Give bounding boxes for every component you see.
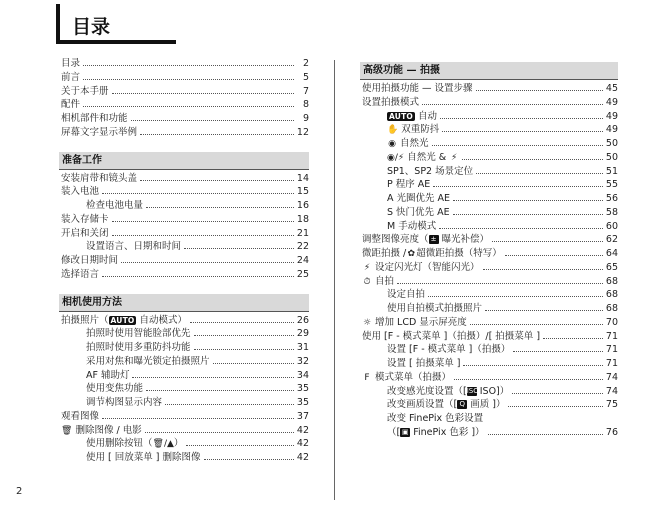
toc-entry-label: [61, 112, 128, 126]
toc-entry-label: [86, 396, 162, 410]
toc-entry-text: 拍摄照片（: [61, 314, 109, 326]
leader-dots: [102, 193, 294, 194]
toc-entry[interactable]: [59, 172, 309, 186]
leader-dots: [439, 228, 603, 229]
toc-entry-text: 设定自拍: [387, 289, 426, 301]
toc-entry[interactable]: [360, 82, 618, 96]
toc-entry-text: 使用变焦功能: [86, 383, 144, 395]
toc-entry-text: 自动: [418, 110, 438, 122]
auto-mode-icon: AUTO: [389, 111, 413, 121]
toc-entry-text-suffix: ）: [173, 438, 184, 450]
leader-dots: [508, 406, 602, 407]
toc-entry-text: 增加 LCD 显示屏亮度: [375, 316, 467, 328]
toc-entry-text: 改变感光度设置（[: [387, 385, 467, 397]
leader-dots: [428, 296, 603, 297]
leader-dots: [440, 118, 603, 119]
leader-dots: [83, 79, 294, 80]
toc-entry-label: [362, 330, 540, 344]
toc-entry-label: [362, 96, 419, 110]
toc-entry-text: SP1、SP2 场景定位: [387, 165, 474, 177]
toc-entry[interactable]: [59, 57, 309, 71]
leader-dots: [112, 93, 294, 94]
page-ref: 68: [605, 289, 618, 301]
toc-intro-list: [59, 57, 309, 140]
leader-dots: [140, 180, 294, 181]
dual-is-icon: ✋: [387, 125, 399, 136]
leader-dots: [476, 90, 603, 91]
page-ref: 49: [605, 96, 618, 108]
leader-dots: [432, 145, 603, 146]
leader-dots: [146, 207, 294, 208]
toc-entry-label: [387, 412, 483, 426]
leader-dots: [184, 248, 294, 249]
page-ref: 76: [605, 426, 618, 438]
toc-entry[interactable]: [59, 98, 309, 112]
auto-mode-icon: AUTO: [110, 315, 135, 325]
toc-entry-text: S 快门优先 AE: [387, 206, 450, 218]
toc-entry[interactable]: [360, 220, 618, 234]
page-ref: 71: [605, 344, 618, 356]
flash-icon: ⚡: [451, 152, 458, 163]
toc-entry[interactable]: [59, 451, 309, 465]
toc-entry[interactable]: [360, 371, 618, 385]
leader-dots: [112, 235, 294, 236]
toc-entry-text-suffix: ISO]）: [479, 385, 510, 397]
toc-entry-text: 设置 [ 拍摄菜单 ]: [387, 358, 461, 369]
toc-entry-label: [86, 355, 210, 369]
toc-entry-text: 删除图像 / 电影: [75, 424, 142, 436]
toc-entry[interactable]: [59, 213, 309, 227]
toc-entry[interactable]: [59, 369, 309, 383]
toc-entry[interactable]: [59, 199, 309, 213]
leader-dots: [485, 310, 603, 311]
leader-dots: [83, 106, 294, 107]
toc-entry[interactable]: [360, 316, 618, 330]
leader-dots: [190, 322, 294, 323]
toc-section: [360, 62, 618, 440]
page-ref: 12: [296, 126, 309, 138]
toc-entry-text-suffix: FinePix 色彩 ]）: [413, 426, 485, 438]
page-ref: 8: [302, 99, 309, 111]
toc-entry[interactable]: [59, 240, 309, 254]
toc-entry[interactable]: [360, 165, 618, 179]
page-ref: 37: [296, 410, 309, 422]
toc-entry-label: [387, 137, 429, 152]
toc-entry-text: 设置 [F - 模式菜单 ]（拍摄）: [387, 344, 511, 356]
toc-entry[interactable]: [360, 192, 618, 206]
toc-entry-label: [61, 254, 118, 268]
flash-icon: ⚡: [363, 262, 371, 273]
toc-entry-text-suffix: 曝光补偿）: [441, 234, 490, 246]
setting-icon: ISO: [466, 386, 479, 395]
leader-dots: [83, 65, 294, 66]
toc-entry-text: P 程序 AE: [387, 179, 431, 191]
page-ref: 32: [296, 355, 309, 367]
leader-dots: [512, 393, 603, 394]
toc-entry[interactable]: [59, 424, 309, 438]
toc-entry[interactable]: [360, 110, 618, 124]
toc-entry-label: [61, 213, 109, 227]
toc-entry[interactable]: [59, 437, 309, 451]
toc-entry-text: 改变 FinePix 色彩设置: [387, 413, 484, 424]
toc-entry[interactable]: [59, 410, 309, 424]
toc-entry-label: [362, 275, 394, 290]
toc-entry-text: 调节构图显示内容: [86, 397, 163, 408]
toc-entry-label: [61, 57, 80, 71]
page-ref: 62: [605, 234, 618, 246]
toc-entry[interactable]: [360, 275, 618, 289]
toc-entry-label: [61, 227, 109, 241]
page-ref: 35: [296, 383, 309, 395]
leader-dots: [397, 283, 603, 284]
exposure-comp-icon: ±: [429, 235, 439, 244]
page-ref: 64: [605, 248, 618, 259]
page-ref: 45: [605, 83, 618, 94]
toc-entry-label: [387, 178, 430, 192]
toc-entry-text: 自然光: [400, 138, 429, 149]
toc-entry-text: 装入存储卡: [61, 213, 109, 225]
toc-entry-text-suffix: 自动模式）: [139, 314, 188, 326]
toc-entry-text: 设置拍摄模式: [362, 96, 420, 108]
page-ref: 74: [605, 371, 618, 383]
leader-dots: [102, 418, 294, 419]
toc-entry-text: 拍照时使用多重防抖功能: [86, 342, 191, 353]
toc-entry-text: 配件: [61, 99, 81, 111]
leader-dots: [453, 200, 603, 201]
toc-entry-label: [86, 341, 191, 355]
toc-entry-text: 模式菜单（拍摄）: [375, 371, 452, 383]
toc-left-column: [59, 57, 309, 465]
brightness-icon: ☼: [362, 317, 372, 328]
toc-entry-text: M 手动模式: [387, 220, 437, 232]
page-ref: 65: [605, 261, 618, 273]
page-ref: 75: [605, 399, 618, 411]
toc-entry-label: [61, 85, 109, 99]
toc-entry-label: [61, 424, 142, 439]
toc-entry-text: 采用对焦和曝光锁定拍摄照片: [86, 355, 210, 367]
page-ref: 42: [296, 438, 309, 450]
page-ref: 68: [605, 303, 618, 314]
toc-entry-text: AF 辅助灯: [86, 369, 130, 381]
page-ref: 24: [296, 255, 309, 266]
leader-dots: [131, 120, 294, 121]
toc-entry-text: 拍照时使用智能脸部优先: [86, 328, 191, 340]
leader-dots: [121, 262, 294, 263]
toc-entry-label: [61, 185, 99, 199]
toc-entry-text: 自拍: [375, 275, 395, 287]
toc-entry-label: [61, 268, 99, 282]
toc-entry[interactable]: [360, 385, 618, 399]
leader-dots: [470, 324, 603, 325]
page-ref: 68: [605, 275, 618, 287]
leader-dots: [513, 351, 603, 352]
toc-entry-text: 使用自拍模式拍摄照片: [387, 303, 483, 314]
page-ref: 71: [605, 330, 618, 342]
section-header: 准备工作: [59, 152, 309, 170]
toc-entry-label: [61, 410, 99, 424]
page-ref: 21: [296, 227, 309, 239]
page-ref: 18: [296, 213, 309, 225]
toc-entry[interactable]: [59, 355, 309, 369]
page-ref: 50: [605, 151, 618, 163]
page-ref: 9: [302, 113, 309, 124]
section-header: 高级功能 — 拍摄: [360, 62, 618, 80]
toc-entry[interactable]: [360, 288, 618, 302]
toc-entry[interactable]: [360, 206, 618, 220]
toc-entry[interactable]: [360, 123, 618, 137]
toc-entry-text: 安装肩带和镜头盖: [61, 172, 138, 184]
toc-entry[interactable]: [360, 330, 618, 344]
toc-entry-label: [387, 357, 460, 371]
toc-entry-text: 选择语言: [61, 268, 100, 280]
toc-entry-label: [387, 302, 482, 316]
toc-entry-text: 目录: [61, 58, 81, 69]
leader-dots: [543, 338, 603, 339]
page-ref: 34: [296, 369, 309, 381]
leader-dots: [194, 349, 294, 350]
toc-entry-text: 使用删除按钮（: [86, 438, 153, 450]
page-ref: 70: [605, 316, 618, 328]
leader-dots: [488, 434, 603, 435]
leader-dots: [462, 159, 603, 160]
toc-entry-label: [86, 451, 201, 465]
page-ref: 7: [302, 85, 309, 97]
toc-entry-text: 双重防抖: [401, 124, 440, 136]
toc-entry[interactable]: [59, 382, 309, 396]
page-ref: 74: [605, 385, 618, 397]
toc-entry-label: [387, 385, 509, 399]
toc-section: [59, 152, 309, 282]
leader-dots: [132, 377, 293, 378]
toc-entry[interactable]: [360, 151, 618, 165]
leader-dots: [442, 131, 603, 132]
toc-entry[interactable]: [360, 96, 618, 110]
toc-entry-label: [362, 316, 467, 331]
page-ref: 71: [605, 358, 618, 369]
toc-entry-label: [86, 437, 183, 452]
toc-entry[interactable]: [360, 302, 618, 316]
toc-entry[interactable]: [360, 357, 618, 371]
toc-entry[interactable]: [360, 343, 618, 357]
toc-entry-label: [387, 206, 450, 220]
page-ref: 31: [296, 342, 309, 353]
toc-entry-label: [387, 151, 459, 166]
toc-entry[interactable]: [360, 137, 618, 151]
leader-dots: [102, 276, 294, 277]
toc-entry-text: 自然光 &: [407, 151, 450, 163]
page-ref: 49: [605, 124, 618, 136]
inline-icon: 🗑/▲: [152, 439, 174, 450]
leader-dots: [140, 134, 294, 135]
toc-entry-label: [362, 261, 480, 276]
toc-entry-text: 使用拍摄功能 — 设置步骤: [362, 83, 473, 94]
column-divider: [334, 60, 335, 500]
toc-entry-label: [387, 220, 436, 234]
page-ref: 50: [605, 138, 618, 149]
page-ref: 49: [605, 110, 618, 122]
toc-entry-text: 开启和关闭: [61, 227, 109, 239]
leader-dots: [505, 255, 603, 256]
toc-entry-label: [387, 123, 439, 138]
toc-entry-text: 装入电池: [61, 186, 100, 198]
toc-entry-label: [86, 199, 143, 213]
toc-entry-label: [362, 371, 451, 386]
toc-entry-label: [387, 288, 425, 302]
toc-entry-label: [362, 233, 489, 247]
page-ref: 2: [302, 58, 309, 69]
toc-entry-text: 使用 [F - 模式菜单 ]（拍摄）/[ 拍摄菜单 ]: [362, 330, 541, 342]
toc-entry-label: [86, 382, 143, 396]
leader-dots: [112, 221, 294, 222]
toc-entry-text: 修改日期时间: [61, 255, 119, 266]
toc-entry-label: [86, 369, 129, 383]
page-ref: 56: [605, 193, 618, 204]
toc-entry-text: 观看图像: [61, 410, 100, 422]
toc-entry[interactable]: [59, 185, 309, 199]
toc-section: [59, 294, 309, 465]
toc-entry-label: [387, 343, 510, 357]
toc-entry-text: （[: [387, 426, 401, 438]
leader-dots: [165, 404, 294, 405]
toc-entry-text-suffix: 超微距拍摄（特写）: [416, 248, 502, 259]
toc-entry[interactable]: [59, 327, 309, 341]
leader-dots: [422, 104, 603, 105]
macro-icon: ✿: [407, 249, 415, 259]
toc-entry[interactable]: [360, 398, 618, 412]
page-ref: 25: [296, 268, 309, 280]
toc-entry-label: [362, 82, 473, 96]
toc-entry-text: 改变画质设置（[: [387, 399, 458, 411]
toc-entry-label: [61, 314, 187, 328]
toc-entry-text: 前言: [61, 71, 81, 83]
toc-entry-text: 使用 [ 回放菜单 ] 删除图像: [86, 452, 201, 463]
leader-dots: [204, 459, 294, 460]
toc-right-column: [360, 62, 618, 440]
toc-entry-text: 关于本手册: [61, 85, 109, 97]
leader-dots: [186, 445, 293, 446]
toc-entry-label: [61, 98, 80, 112]
toc-entry[interactable]: [59, 71, 309, 85]
leader-dots: [454, 379, 603, 380]
toc-entry-text: 设定闪光灯（智能闪光）: [375, 261, 480, 273]
page-number: 2: [16, 486, 23, 497]
toc-entry-text: 调整图像亮度（: [362, 234, 429, 246]
leader-dots: [194, 335, 294, 336]
leader-dots: [492, 241, 603, 242]
toc-entry-label: [387, 192, 450, 206]
page-ref: 26: [296, 314, 309, 326]
setting-icon: Q: [457, 400, 467, 409]
page-ref: 51: [605, 165, 618, 177]
natural-light-icon: ◉: [388, 139, 396, 149]
toc-entry[interactable]: [360, 233, 618, 247]
toc-entry[interactable]: [59, 254, 309, 268]
leader-dots: [433, 186, 603, 187]
toc-entry-text: A 光圈优先 AE: [387, 193, 451, 204]
setting-icon: ▣: [401, 427, 409, 436]
toc-entry-text: 相机部件和功能: [61, 113, 128, 124]
toc-entry[interactable]: [59, 112, 309, 126]
toc-entry-text: 检查电池电量: [86, 200, 144, 211]
toc-entry-text-suffix: 画质 ]）: [470, 399, 506, 411]
toc-entry-label: [387, 165, 473, 179]
page-ref: 35: [296, 397, 309, 408]
leader-dots: [463, 365, 602, 366]
trash-icon: 🗑: [61, 425, 73, 436]
toc-entry[interactable]: [59, 126, 309, 140]
toc-entry-text: 微距拍摄 /: [362, 248, 407, 259]
natural-flash-icon: ◉/⚡: [387, 152, 405, 163]
toc-entry[interactable]: [59, 227, 309, 241]
toc-entry-label: [86, 327, 191, 341]
toc-entry-text: 设置语言、日期和时间: [86, 241, 182, 253]
toc-entry[interactable]: [360, 261, 618, 275]
page-ref: 14: [296, 172, 309, 184]
page-ref: 16: [296, 200, 309, 211]
page-ref: 42: [296, 452, 309, 463]
section-header: 相机使用方法: [59, 294, 309, 312]
toc-entry-label: [61, 71, 80, 85]
page-ref: 22: [296, 241, 309, 253]
toc-entry[interactable]: [360, 247, 618, 261]
page-ref: 15: [296, 186, 309, 198]
toc-entry-label: [387, 398, 505, 412]
page-ref: 60: [605, 220, 618, 232]
leader-dots: [453, 214, 603, 215]
leader-dots: [476, 173, 603, 174]
toc-entry-label: [61, 126, 137, 140]
toc-entry[interactable]: [360, 426, 618, 440]
toc-entry-label: [362, 247, 502, 262]
toc-entry-label: [387, 426, 485, 440]
leader-dots: [145, 432, 294, 433]
toc-entry-label: [61, 172, 137, 186]
toc-entry[interactable]: [59, 396, 309, 410]
f-mode-icon: F: [364, 372, 370, 383]
page-ref: 29: [296, 328, 309, 340]
page-title: 目录: [56, 4, 176, 44]
page-ref: 58: [605, 206, 618, 218]
self-timer-icon: ⏱: [363, 276, 371, 287]
page-ref: 42: [296, 424, 309, 436]
toc-entry[interactable]: [59, 314, 309, 328]
toc-entry[interactable]: [59, 341, 309, 355]
leader-dots: [483, 269, 603, 270]
toc-entry-label: [387, 110, 437, 124]
toc-entry[interactable]: [360, 178, 618, 192]
page-ref: 55: [605, 179, 618, 191]
page-ref: 5: [302, 71, 309, 83]
toc-entry[interactable]: [59, 85, 309, 99]
toc-entry-label: [86, 240, 181, 254]
toc-entry[interactable]: [59, 268, 309, 282]
toc-entry[interactable]: [360, 412, 618, 426]
toc-entry-text: 屏幕文字显示举例: [61, 126, 138, 138]
leader-dots: [146, 390, 294, 391]
leader-dots: [213, 363, 294, 364]
